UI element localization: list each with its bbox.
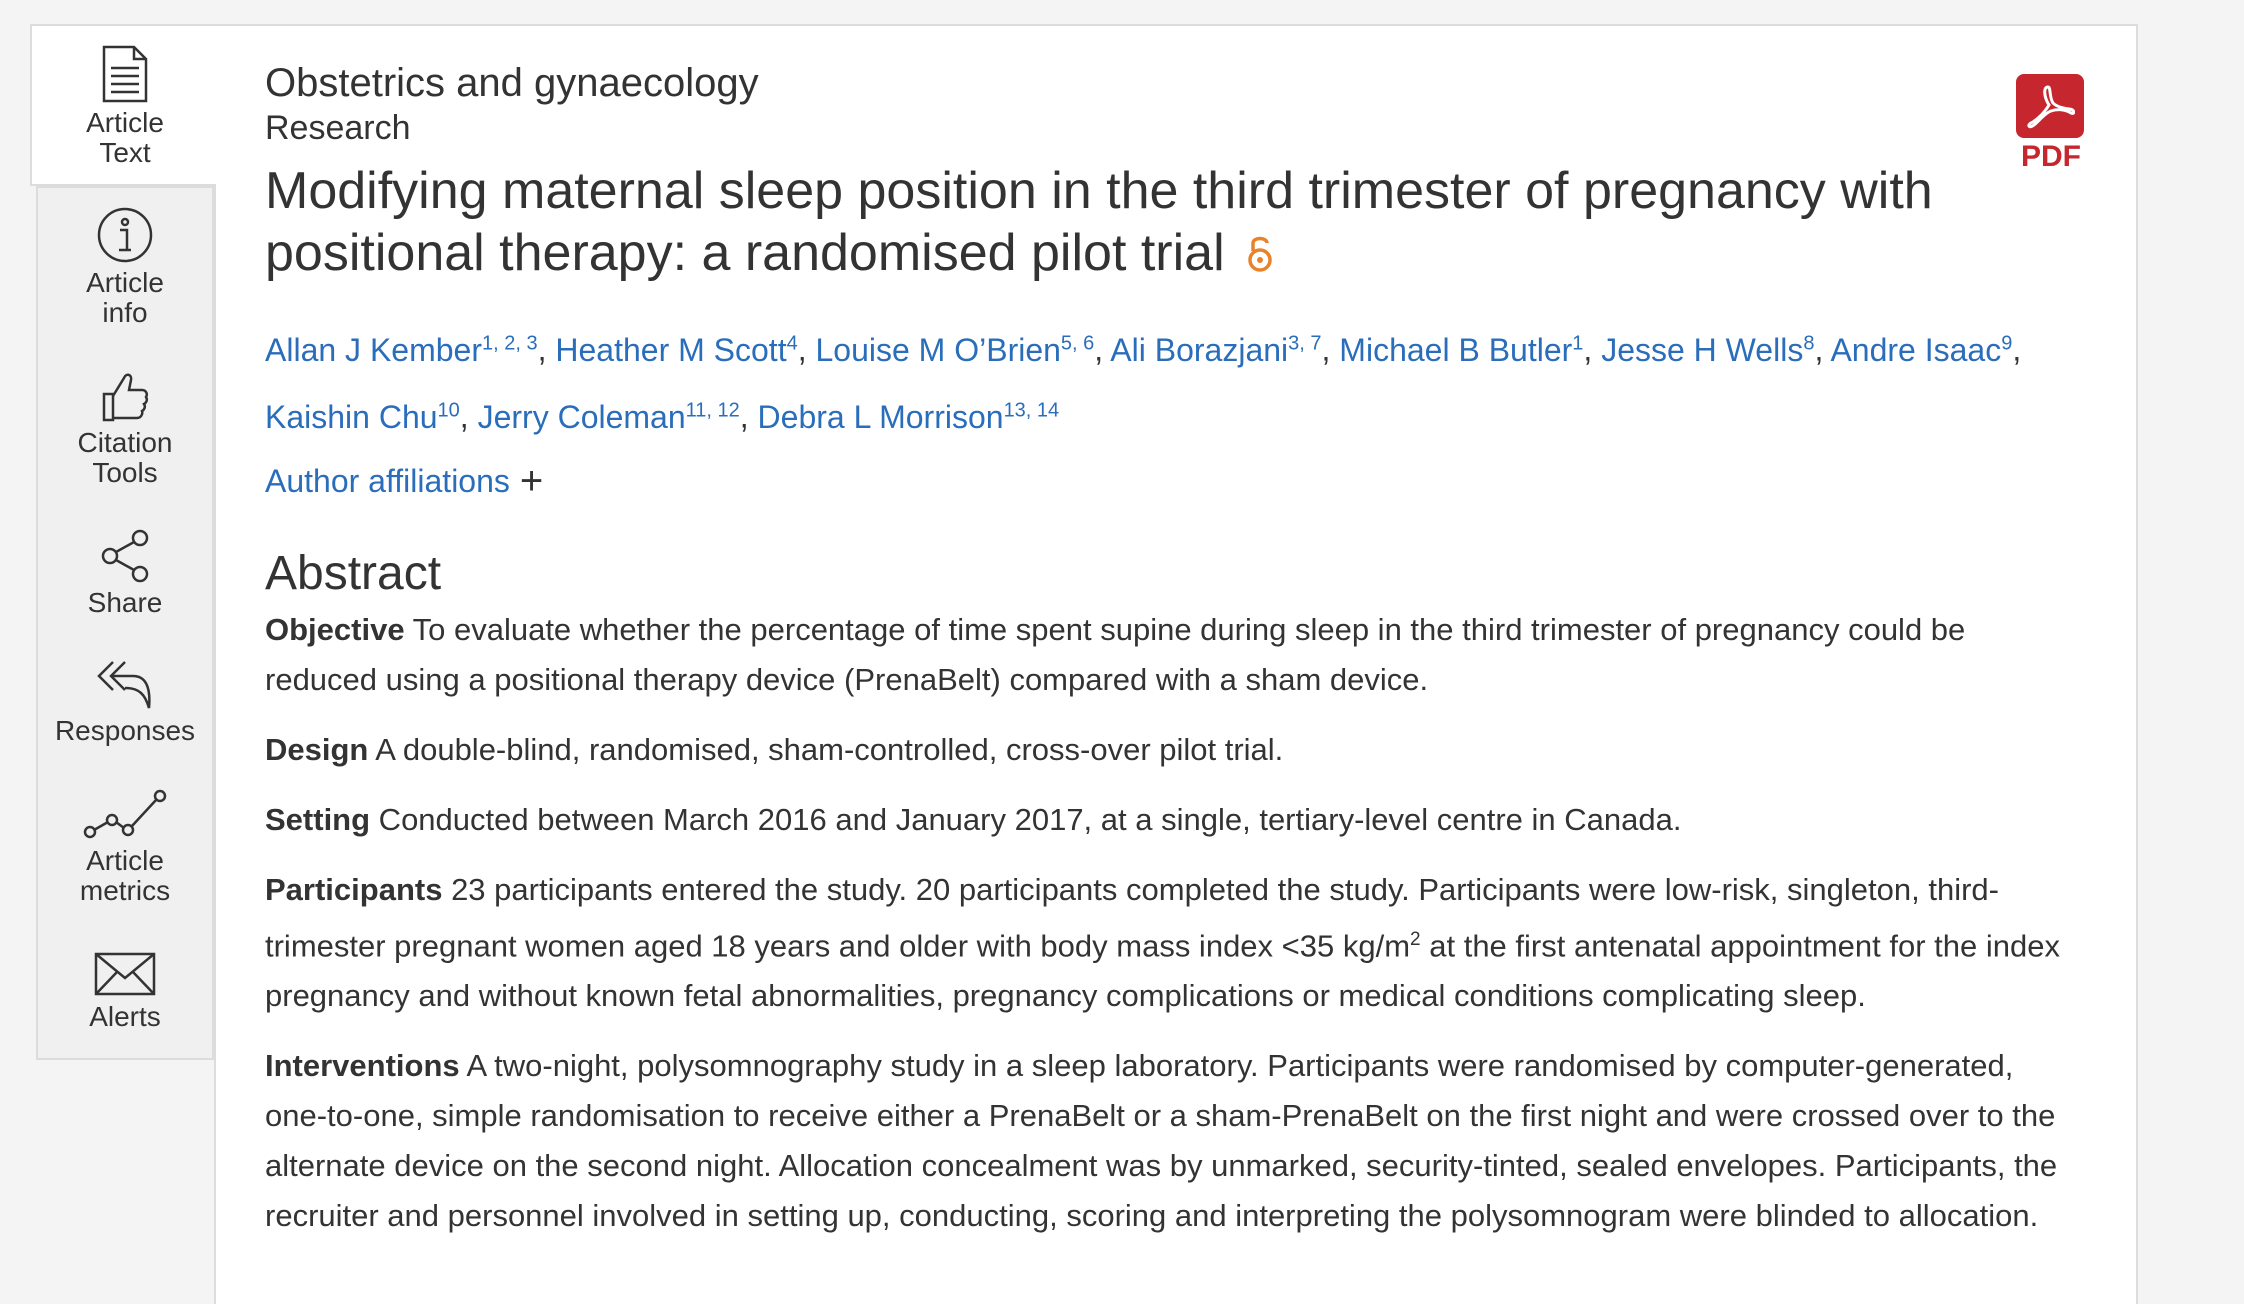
pdf-label: PDF — [2021, 140, 2081, 173]
author-link[interactable]: Ali Borazjani$^{3, 7}$ — [1110, 331, 1322, 368]
author-link[interactable]: Kaishin Chu$^{10}$ — [265, 398, 460, 435]
sidebar-item-responses[interactable] — [36, 656, 214, 746]
article-title-text: Modifying maternal sleep position in the third trimester of pregnancy with positional therapy: a randomised pilot trial — [265, 162, 1933, 282]
envelope-icon — [93, 950, 157, 998]
sidebar-label-line2: Text — [99, 137, 151, 168]
sidebar-label-line1: Article — [86, 845, 164, 876]
sidebar-label-line1: Alerts — [89, 1001, 161, 1032]
author-link[interactable]: Louise M O’Brien$^{5, 6}$ — [815, 331, 1095, 368]
sidebar-label-line1: Article — [86, 107, 164, 138]
sidebar-label-line1: Responses — [54, 715, 196, 746]
pdf-icon — [2016, 74, 2084, 138]
sidebar-item-article-text[interactable] — [36, 44, 214, 168]
sidebar-item-article-metrics[interactable] — [36, 788, 214, 906]
open-access-icon — [1245, 225, 1275, 287]
author-affiliations-toggle[interactable] — [265, 458, 544, 503]
info-icon — [96, 206, 154, 264]
author-list: Allan J Kember$^{1, 2, 3}$, Heather M Scott$^4$, Louise M O’Brien$^{5, 6}$, Ali Borazjani$^{3, 7}$, Michael B Butler$^1$, Jesse H Wells$^8$, Andre Isaac$^9$, Kaishin Chu$^{10}$, Jerry Coleman$^{11, 12}$, Debra L Morrison$^{13, 14}$ — [265, 331, 2022, 435]
thumbs-up-icon — [98, 368, 152, 424]
sidebar-label-line1: Article — [86, 267, 164, 298]
sidebar-item-article-info[interactable] — [36, 206, 214, 328]
abstract-design: Design A double-blind, randomised, sham-controlled, cross-over pilot trial. — [265, 731, 1284, 767]
sidebar-item-share[interactable] — [36, 528, 214, 618]
sidebar-item-citation-tools[interactable] — [36, 368, 214, 488]
article-title — [265, 160, 2095, 287]
author-link[interactable]: Allan J Kember$^{1, 2, 3}$ — [265, 331, 538, 368]
abstract-heading: Abstract — [265, 546, 442, 600]
sidebar-label-line1: Citation — [77, 427, 173, 458]
author-affiliations-label: Author affiliations — [265, 462, 510, 499]
abstract-interventions: Interventions A two-night, polysomnography study in a sleep laboratory. Participants were randomised by computer-generated, one-to-one, simple randomisation to receive either a PrenaBelt or a sham-PrenaBelt on the first night and were crossed over to the alternate device on the second night. Allocation concealment was by unmarked, security-tinted, sealed envelopes. Participants, the recruiter and personnel involved in setting up, conducting, scoring and interpreting the polysomnogram were blinded to allocation. — [265, 1047, 2058, 1233]
author-link[interactable]: Michael B Butler$^1$ — [1339, 331, 1584, 368]
plus-icon: + — [519, 458, 544, 503]
pdf-download-button[interactable] — [2016, 74, 2086, 174]
sidebar-item-alerts[interactable] — [36, 950, 214, 1032]
abstract-setting: Setting Conducted between March 2016 and January 2017, at a single, tertiary-level centre in Canada. — [265, 801, 1682, 837]
article-type: Research — [265, 109, 411, 147]
abstract-objective: Objective To evaluate whether the percentage of time spent supine during sleep in the third trimester of pregnancy could be reduced using a positional therapy device (PrenaBelt) compared with a sham device. — [265, 611, 1966, 697]
document-icon — [98, 44, 152, 104]
reply-all-icon — [95, 656, 155, 712]
abstract-participants: Participants 23 participants entered the study. 20 participants completed the study. Participants were low-risk, singleton, third-trimester pregnant women aged 18 years and older with body mass index <35 $kg/m^2$ at the first antenatal appointment for the index pregnancy and without known fetal abnormalities, pregnancy complications or medical conditions complicating sleep. — [265, 871, 2060, 1013]
author-link[interactable]: Andre Isaac$^9$ — [1830, 331, 2013, 368]
author-link[interactable]: Heather M Scott$^4$ — [555, 331, 798, 368]
author-link[interactable]: Jesse H Wells$^8$ — [1601, 331, 1815, 368]
sidebar-label-line1: Share — [87, 587, 163, 618]
sidebar-label-line2: info — [102, 297, 148, 328]
section-name: Obstetrics and gynaecology — [265, 61, 759, 105]
metrics-icon — [82, 788, 168, 842]
author-link[interactable]: Jerry Coleman$^{11, 12}$ — [477, 398, 740, 435]
author-link[interactable]: Debra L Morrison$^{13, 14}$ — [757, 398, 1060, 435]
sidebar-label-line2: metrics — [79, 875, 171, 906]
sidebar-label-line2: Tools — [92, 457, 158, 488]
article-content — [265, 60, 2075, 1261]
share-icon — [96, 528, 154, 584]
